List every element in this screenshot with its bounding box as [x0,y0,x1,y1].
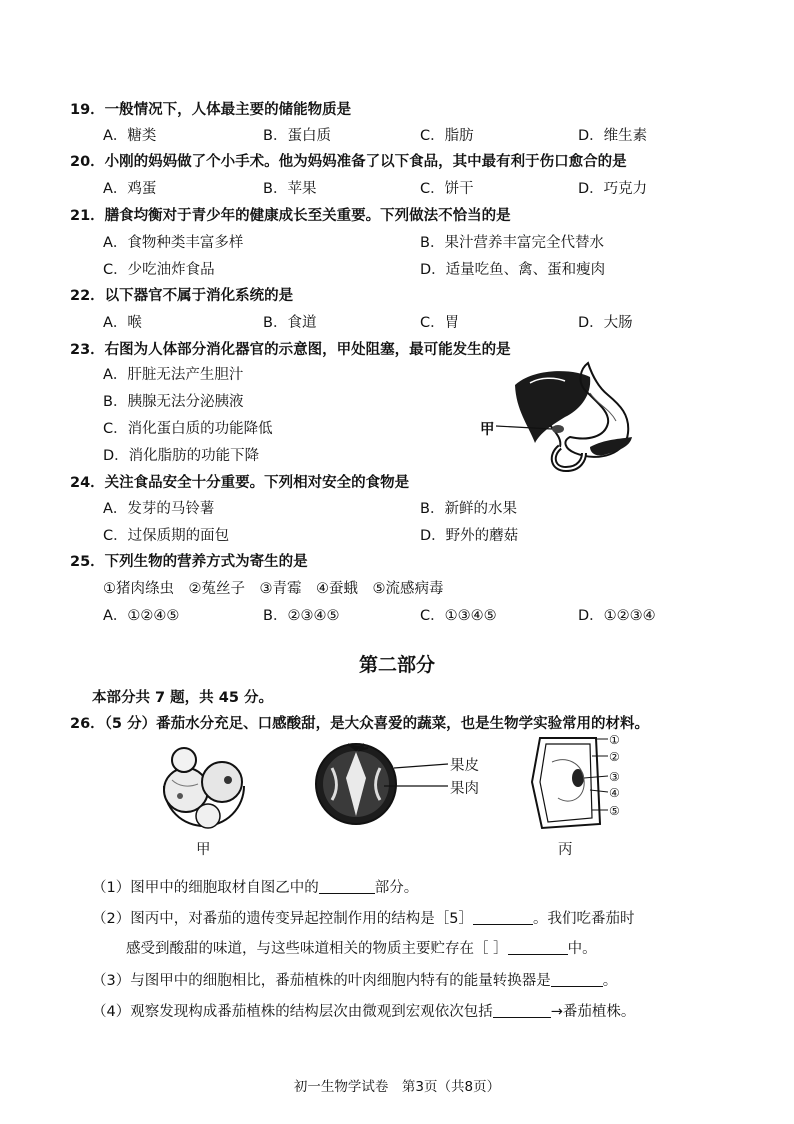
label-flesh: 果肉 [450,781,479,797]
cell-marker-2: ② [609,750,620,764]
q19-option-a: A．糖类 [103,128,157,144]
q25-option-a: A．①②④⑤ [103,608,180,624]
part2-title: 第二部分 [358,654,435,676]
cell-marker-5: ⑤ [609,804,620,818]
cell-marker-4: ④ [609,786,620,800]
q21-stem: 21．膳食均衡对于青少年的健康成长至关重要。下列做法不恰当的是 [70,208,511,224]
q19-option-c: C．脂肪 [420,128,474,144]
q21-option-a: A．食物种类丰富多样 [103,235,244,251]
q25-items: ①猪肉绦虫 ②菟丝子 ③青霉 ④蚕蛾 ⑤流感病毒 [103,581,444,597]
q19-option-b: B．蛋白质 [263,128,331,144]
q19-option-d: D．维生素 [578,128,648,144]
q23-option-d: D．消化脂肪的功能下降 [103,448,260,464]
q22-option-b: B．食道 [263,315,317,331]
q21-option-d: D．适量吃鱼、禽、蛋和瘦肉 [420,262,606,278]
figure-jia-cells [158,740,250,830]
q23-option-b: B．胰腺无法分泌胰液 [103,394,244,410]
q20-option-b: B．苹果 [263,181,317,197]
q26-sub4: （4）观察发现构成番茄植株的结构层次由微观到宏观依次包括 →番茄植株。 [92,1004,636,1020]
q23-stem: 23．右图为人体部分消化器官的示意图，甲处阻塞，最可能发生的是 [70,342,511,358]
q22-stem: 22．以下器官不属于消化系统的是 [70,288,294,304]
q22-option-a: A．喉 [103,315,142,331]
part2-intro: 本部分共 7 题，共 45 分。 [92,690,273,706]
answer-blank-5[interactable] [493,1003,551,1018]
q20-option-c: C．饼干 [420,181,474,197]
q22-option-c: C．胃 [420,315,460,331]
label-peel: 果皮 [450,758,479,774]
q24-option-b: B．新鲜的水果 [420,501,517,517]
answer-blank-1[interactable] [319,879,375,894]
q26-sub3: （3）与图甲中的细胞相比，番茄植株的叶肉细胞内特有的能量转换器是 。 [92,973,618,989]
answer-blank-3[interactable] [508,940,568,955]
q23-option-c: C．消化蛋白质的功能降低 [103,421,273,437]
cell-marker-3: ③ [609,770,620,784]
q25-option-b: B．②③④⑤ [263,608,340,624]
figure-bing-plant-cell [526,732,616,832]
q19-stem: 19．一般情况下，人体最主要的储能物质是 [70,102,352,118]
q20-option-d: D．巧克力 [578,181,648,197]
q25-option-c: C．①③④⑤ [420,608,497,624]
q24-stem: 24．关注食品安全十分重要。下列相对安全的食物是 [70,475,410,491]
q25-option-d: D．①②③④ [578,608,656,624]
answer-blank-4[interactable] [551,972,603,987]
q21-option-c: C．少吃油炸食品 [103,262,215,278]
q24-option-d: D．野外的蘑菇 [420,528,519,544]
q21-option-b: B．果汁营养丰富完全代替水 [420,235,604,251]
digestive-organs-figure [480,355,650,475]
page-footer: 初一生物学试卷 第3页（共8页） [293,1079,501,1095]
q26-sub2: （2）图丙中，对番茄的遗传变异起控制作用的结构是［5］ 。我们吃番茄时 [92,911,635,927]
q24-option-a: A．发芽的马铃薯 [103,501,215,517]
q20-option-a: A．鸡蛋 [103,181,157,197]
q24-option-c: C．过保质期的面包 [103,528,230,544]
q22-option-d: D．大肠 [578,315,633,331]
q23-option-a: A．肝脏无法产生胆汁 [103,367,244,383]
q26-sub2-cont: 感受到酸甜的味道，与这些味道相关的物质主要贮存在［ ］ 中。 [126,941,597,957]
figure-bing-label: 丙 [558,842,573,858]
cell-marker-1: ① [609,733,620,747]
q23-figure-label-jia: 甲 [480,422,495,438]
q26-sub1: （1）图甲中的细胞取材自图乙中的 部分。 [92,880,419,896]
q26-stem: 26．（5 分）番茄水分充足、口感酸甜，是大众喜爱的蔬菜，也是生物学实验常用的材料。 [70,716,650,732]
answer-blank-2[interactable] [473,910,533,925]
q20-stem: 20．小刚的妈妈做了个小手术。他为妈妈准备了以下食品，其中最有利于伤口愈合的是 [70,154,627,170]
figure-jia-label: 甲 [196,842,211,858]
q25-stem: 25．下列生物的营养方式为寄生的是 [70,554,308,570]
